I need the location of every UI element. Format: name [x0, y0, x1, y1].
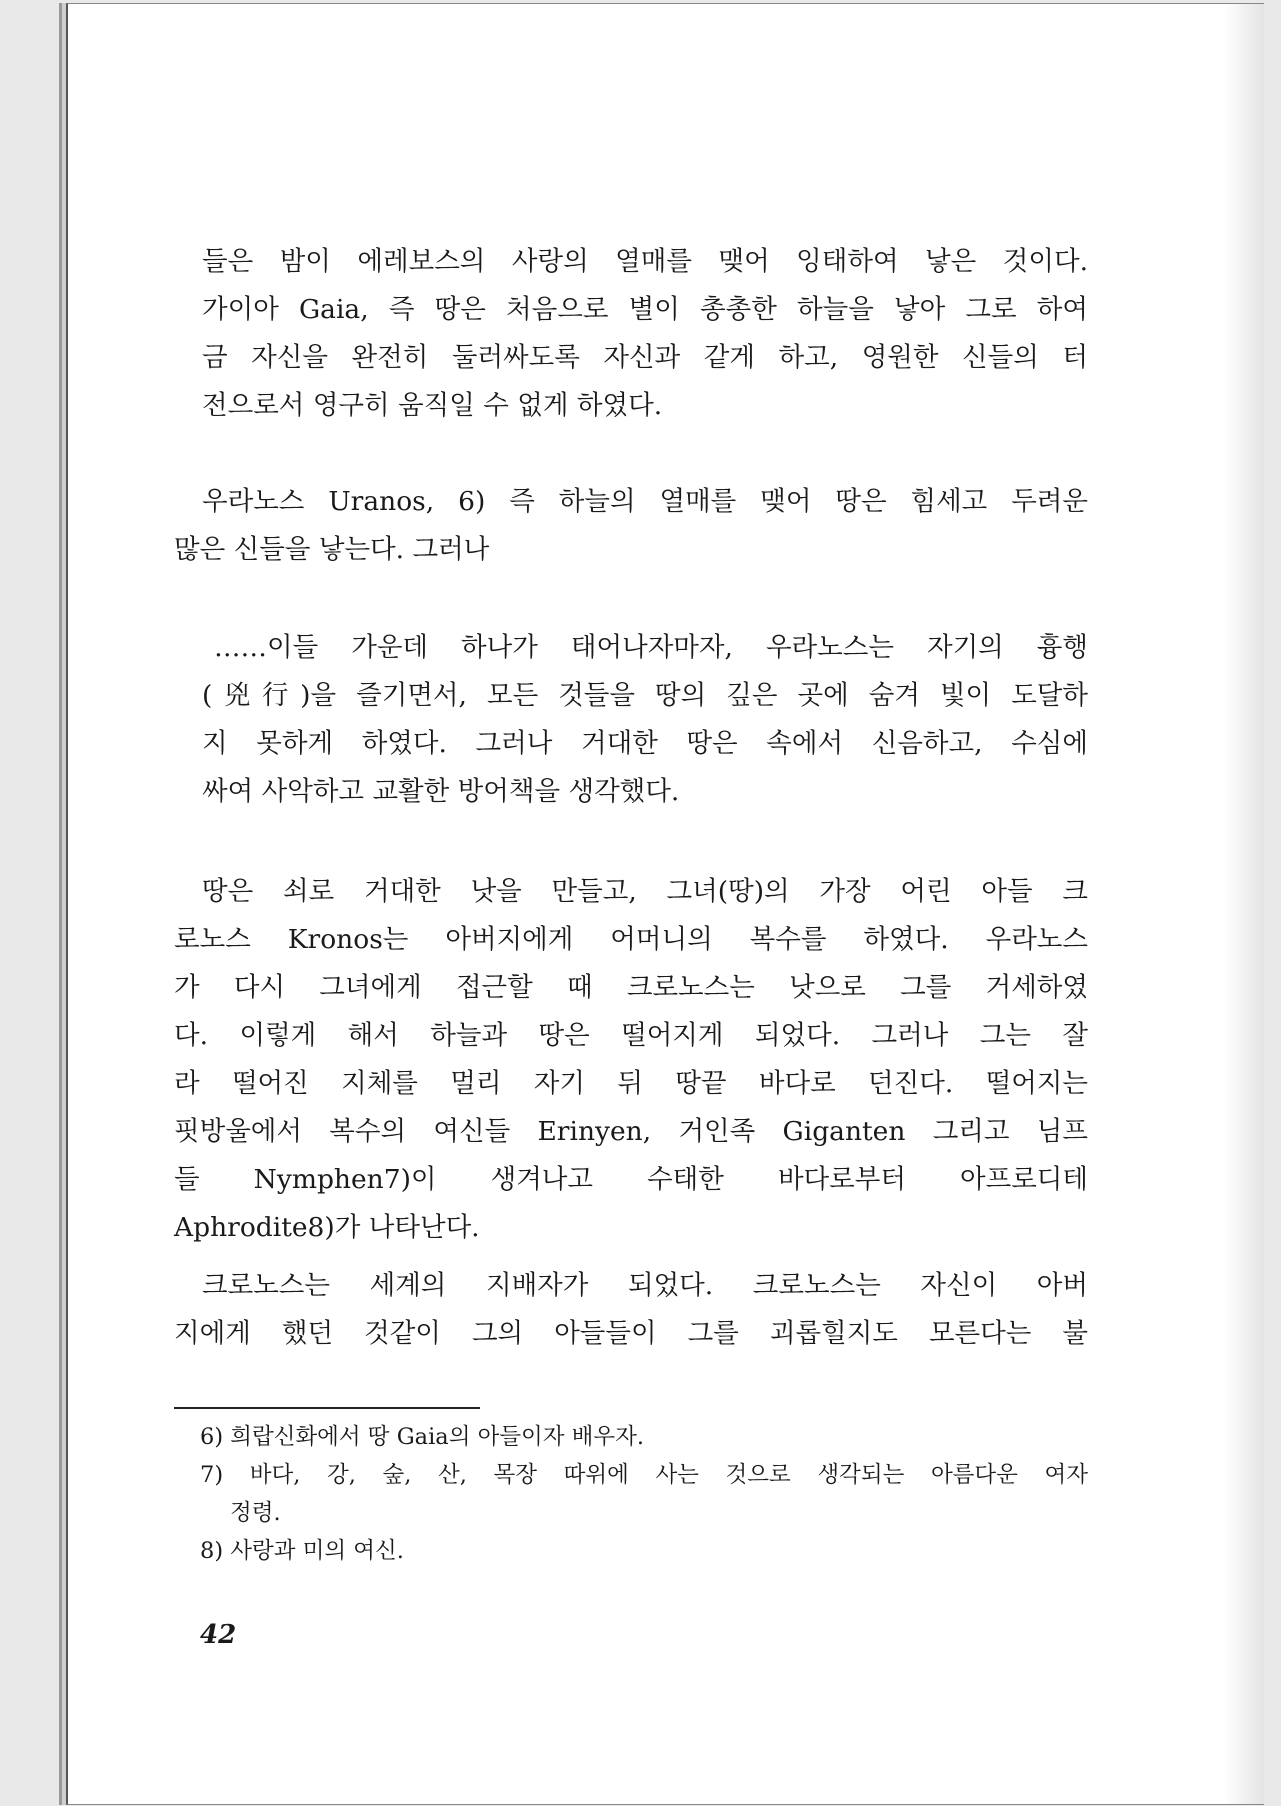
text-line: 로노스 Kronos는 아버지에게 어머니의 복수를 하였다. 우라노스 — [174, 924, 1088, 955]
page-edge-shadow — [1224, 4, 1264, 1804]
text-line: 지에게 했던 것같이 그의 아들들이 그를 괴롭힐지도 모른다는 불 — [174, 1318, 1088, 1349]
text-line: 지 못하게 하였다. 그러나 거대한 땅은 속에서 신음하고, 수심에 — [202, 728, 1088, 759]
footnote-8 — [200, 1532, 1088, 1570]
footnote-line: 8) 사랑과 미의 여신. — [200, 1538, 404, 1564]
footnote-6 — [200, 1418, 1088, 1456]
footnote-line: 7) 바다, 강, 숲, 산, 목장 따위에 사는 것으로 생각되는 아름다운 여자 — [200, 1462, 1088, 1488]
footnote-line: 정령. — [230, 1500, 281, 1526]
footnote-divider — [174, 1407, 480, 1409]
footnote-7 — [200, 1456, 1088, 1532]
text-line: ……이들 가운데 하나가 태어나자마자, 우라노스는 자기의 흉행 — [214, 632, 1088, 663]
footnote-line: 6) 희랍신화에서 땅 Gaia의 아들이자 배우자. — [200, 1424, 645, 1450]
paragraph-1 — [202, 238, 1088, 430]
text-line: 금 자신을 완전히 둘러싸도록 자신과 같게 하고, 영원한 신들의 터 — [202, 342, 1088, 373]
text-line: 가 다시 그녀에게 접근할 때 크로노스는 낫으로 그를 거세하였 — [174, 972, 1088, 1003]
text-line: (兇行)을 즐기면서, 모든 것들을 땅의 깊은 곳에 숨겨 빛이 도달하 — [202, 680, 1088, 711]
text-line: 들은 밤이 에레보스의 사랑의 열매를 맺어 잉태하여 낳은 것이다. — [202, 246, 1088, 277]
text-line: 싸여 사악하고 교활한 방어책을 생각했다. — [202, 776, 680, 807]
text-line: 라 떨어진 지체를 멀리 자기 뒤 땅끝 바다로 던진다. 떨어지는 — [174, 1068, 1088, 1099]
text-line: 다. 이렇게 해서 하늘과 땅은 떨어지게 되었다. 그러나 그는 잘 — [174, 1020, 1088, 1051]
text-line: 들 Nymphen7)이 생겨나고 수태한 바다로부터 아프로디테 — [174, 1164, 1088, 1195]
text-line: 크로노스는 세계의 지배자가 되었다. 크로노스는 자신이 아버 — [202, 1270, 1088, 1301]
paragraph-4 — [174, 1262, 1088, 1358]
text-line: 땅은 쇠로 거대한 낫을 만들고, 그녀(땅)의 가장 어린 아들 크 — [202, 876, 1088, 907]
text-line: 우라노스 Uranos, 6) 즉 하늘의 열매를 맺어 땅은 힘세고 두려운 — [202, 486, 1088, 517]
text-line: 핏방울에서 복수의 여신들 Erinyen, 거인족 Giganten 그리고 님프 — [174, 1116, 1088, 1147]
paragraph-3 — [174, 868, 1088, 1252]
block-quote — [202, 624, 1088, 816]
text-line: 가이아 Gaia, 즉 땅은 처음으로 별이 총총한 하늘을 낳아 그로 하여 — [202, 294, 1088, 325]
text-line: Aphrodite8)가 나타난다. — [174, 1212, 480, 1243]
page-number: 42 — [200, 1620, 237, 1650]
text-line: 전으로서 영구히 움직일 수 없게 하였다. — [202, 390, 663, 421]
paragraph-2 — [174, 478, 1088, 574]
text-line: 많은 신들을 낳는다. 그러나 — [174, 534, 490, 565]
